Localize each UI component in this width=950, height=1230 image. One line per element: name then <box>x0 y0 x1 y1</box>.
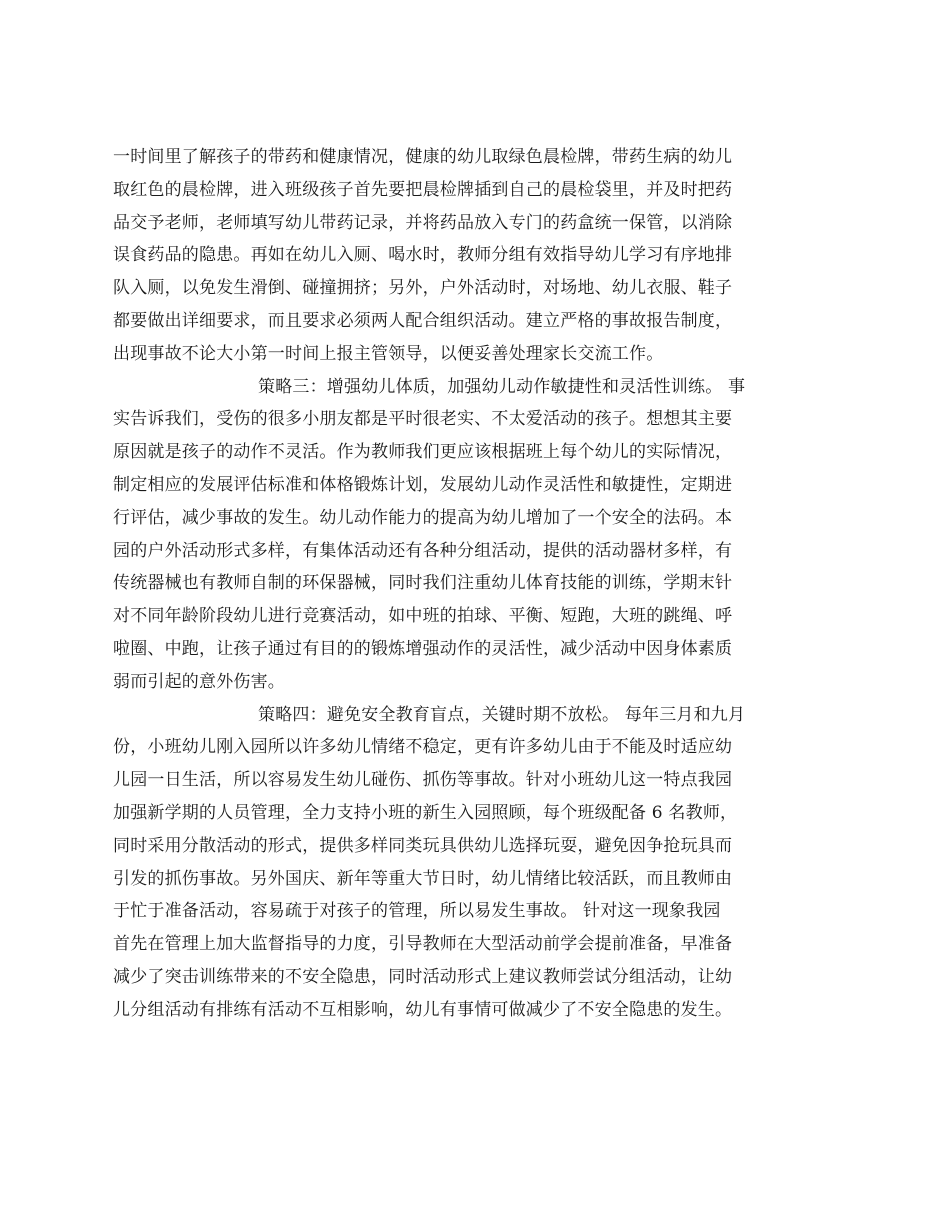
body-text <box>113 141 813 1027</box>
text-line: 出现事故不论大小第一时间上报主管领导，以便妥善处理家长交流工作。 <box>113 343 664 364</box>
text-line: 实告诉我们，受伤的很多小朋友都是平时很老实、不太爱活动的孩子。想想其主要 <box>113 409 733 430</box>
text-line: 同时采用分散活动的形式，提供多样同类玩具供幼儿选择玩耍，避免因争抢玩具而 <box>113 835 733 856</box>
text-line: 一时间里了解孩子的带药和健康情况，健康的幼儿取绿色晨检牌，带药生病的幼儿 <box>113 147 733 167</box>
text-line: 首先在管理上加大监督指导的力度，引导教师在大型活动前学会提前准备，早准备 <box>113 934 733 955</box>
text-line: 减少了突击训练带来的不安全隐患，同时活动形式上建议教师尝试分组活动，让幼 <box>113 966 733 987</box>
text-line: 份，小班幼儿刚入园所以许多幼儿情绪不稳定，更有许多幼儿由于不能及时适应幼 <box>113 737 733 758</box>
strategy-heading-3: 策略三：增强幼儿体质，加强幼儿动作敏捷性和灵活性训练。 事 <box>258 376 746 397</box>
text-line: 弱而引起的意外伤害。 <box>113 671 285 692</box>
text-line: 对不同年龄阶段幼儿进行竞赛活动，如中班的拍球、平衡、短跑，大班的跳绳、呼 <box>113 606 733 627</box>
strategy-heading-4: 策略四：避免安全教育盲点，关键时期不放松。 每年三月和九月 <box>258 704 746 725</box>
text-line: 传统器械也有教师自制的环保器械，同时我们注重幼儿体育技能的训练，学期末针 <box>113 573 733 594</box>
text-line: 原因就是孩子的动作不灵活。作为教师我们更应该根据班上每个幼儿的实际情况， <box>113 442 733 463</box>
text-line: 品交予老师，老师填写幼儿带药记录，并将药品放入专门的药盒统一保管，以消除 <box>113 212 733 233</box>
text-line: 误食药品的隐患。再如在幼儿入厕、喝水时，教师分组有效指导幼儿学习有序地排 <box>113 245 733 266</box>
text-line: 啦圈、中跑，让孩子通过有目的的锻炼增强动作的灵活性，减少活动中因身体素质 <box>113 638 733 659</box>
text-line: 行评估，减少事故的发生。幼儿动作能力的提高为幼儿增加了一个安全的法码。本 <box>113 507 733 528</box>
text-line: 引发的抓伤事故。另外国庆、新年等重大节日时，幼儿情绪比较活跃，而且教师由 <box>113 868 733 889</box>
text-line: 于忙于准备活动，容易疏于对孩子的管理，所以易发生事故。 针对这一现象我园 <box>113 901 721 922</box>
text-line: 儿分组活动有排练有活动不互相影响，幼儿有事情可做减少了不安全隐患的发生。 <box>113 999 733 1020</box>
text-line: 制定相应的发展评估标准和体格锻炼计划，发展幼儿动作灵活性和敏捷性，定期进 <box>113 474 733 495</box>
text-line: 加强新学期的人员管理，全力支持小班的新生入园照顾，每个班级配备 6 名教师， <box>113 802 738 823</box>
text-line: 园的户外活动形式多样，有集体活动还有各种分组活动，提供的活动器材多样，有 <box>113 540 733 561</box>
text-line: 儿园一日生活，所以容易发生幼儿碰伤、抓伤等事故。针对小班幼儿这一特点我园 <box>113 770 733 791</box>
text-line: 都要做出详细要求，而且要求必须两人配合组织活动。建立严格的事故报告制度， <box>113 310 733 331</box>
text-line: 队入厕，以免发生滑倒、碰撞拥挤；另外，户外活动时，对场地、幼儿衣服、鞋子 <box>113 278 733 299</box>
text-line: 取红色的晨检牌，进入班级孩子首先要把晨检牌插到自己的晨检袋里，并及时把药 <box>113 179 733 200</box>
